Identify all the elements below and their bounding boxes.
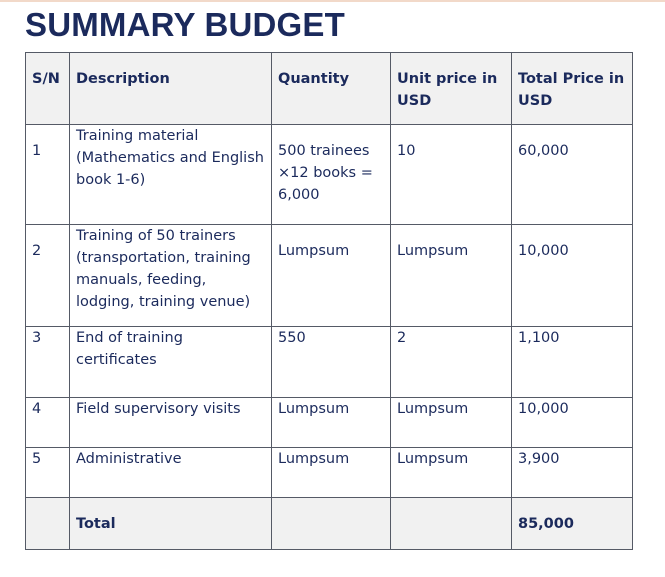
cell-quantity: Lumpsum [272,225,391,327]
table-row [26,327,633,398]
total-label: Total [70,498,272,550]
cell-unit-price: Lumpsum [391,448,512,498]
table-row [26,398,633,448]
table-header-row [26,53,633,125]
cell-unit-price: Lumpsum [391,398,512,448]
cell-quantity: 550 [272,327,391,398]
cell-total-price: 10,000 [512,225,633,327]
cell-quantity: 500 trainees ×12 books = 6,000 [272,125,391,225]
header-total-price: Total Price in USD [512,53,633,125]
header-description: Description [70,53,272,125]
table-row [26,225,633,327]
cell-sn: 1 [26,125,70,225]
table-total-row [26,498,633,550]
table-row [26,125,633,225]
cell-unit-price: 2 [391,327,512,398]
cell-quantity: Lumpsum [272,398,391,448]
header-sn: S/N [26,53,70,125]
top-divider [0,0,665,2]
cell-total-price: 60,000 [512,125,633,225]
cell-description: Administrative [70,448,272,498]
cell-sn: 4 [26,398,70,448]
total-value: 85,000 [512,498,633,550]
budget-table [25,52,633,550]
cell-description: End of training certificates [70,327,272,398]
cell-description: Field supervisory visits [70,398,272,448]
page-title: SUMMARY BUDGET [25,6,345,43]
cell-description: Training material (Mathematics and English book 1-6) [70,125,272,225]
cell-total-empty-quantity [272,498,391,550]
cell-unit-price: Lumpsum [391,225,512,327]
cell-unit-price: 10 [391,125,512,225]
header-unit-price: Unit price in USD [391,53,512,125]
cell-total-price: 1,100 [512,327,633,398]
header-quantity: Quantity [272,53,391,125]
cell-sn: 3 [26,327,70,398]
cell-sn: 5 [26,448,70,498]
cell-total-price: 10,000 [512,398,633,448]
cell-description: Training of 50 trainers (transportation, training manuals, feeding, lodging, training venue) [70,225,272,327]
table-row [26,448,633,498]
cell-total-empty-unit-price [391,498,512,550]
cell-sn: 2 [26,225,70,327]
cell-quantity: Lumpsum [272,448,391,498]
cell-total-price: 3,900 [512,448,633,498]
cell-total-empty-sn [26,498,70,550]
